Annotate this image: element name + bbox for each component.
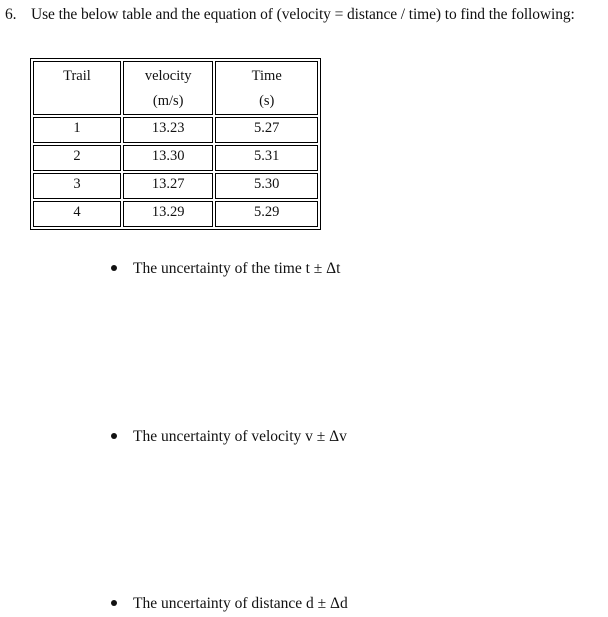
cell-time: 5.27 [215,117,318,143]
question-text: Use the below table and the equation of (velocity = distance / time) to find the following: [31,6,575,23]
cell-trail: 4 [33,201,121,227]
header-time [215,61,318,115]
table-row [33,173,318,199]
header-time-label: Time [251,68,282,84]
header-trail-label: Trail [63,68,91,84]
cell-time: 5.30 [215,173,318,199]
bullet-item-time-uncertainty [111,260,340,278]
table-row [33,117,318,143]
header-velocity-unit: (m/s) [152,93,184,109]
cell-time: 5.29 [215,201,318,227]
header-trail [33,61,121,115]
table-row [33,201,318,227]
question-number: 6. [5,6,17,23]
cell-trail: 2 [33,145,121,171]
table-row [33,145,318,171]
header-velocity-label: velocity [144,68,192,84]
bullet-dot-icon [111,600,117,606]
question-line [5,6,575,24]
header-time-unit: (s) [259,93,275,109]
cell-velocity: 13.29 [123,201,214,227]
cell-velocity: 13.30 [123,145,214,171]
bullet-text: The uncertainty of distance d ± Δd [133,595,348,612]
table-header-row [33,61,318,115]
cell-velocity: 13.23 [123,117,214,143]
data-table [30,58,321,230]
bullet-item-velocity-uncertainty [111,428,347,446]
cell-time: 5.31 [215,145,318,171]
cell-trail: 1 [33,117,121,143]
cell-velocity: 13.27 [123,173,214,199]
bullet-item-distance-uncertainty [111,595,348,613]
cell-trail: 3 [33,173,121,199]
bullet-dot-icon [111,265,117,271]
bullet-text: The uncertainty of velocity v ± Δv [133,428,347,445]
bullet-text: The uncertainty of the time t ± Δt [133,260,341,277]
bullet-dot-icon [111,433,117,439]
header-velocity [123,61,214,115]
